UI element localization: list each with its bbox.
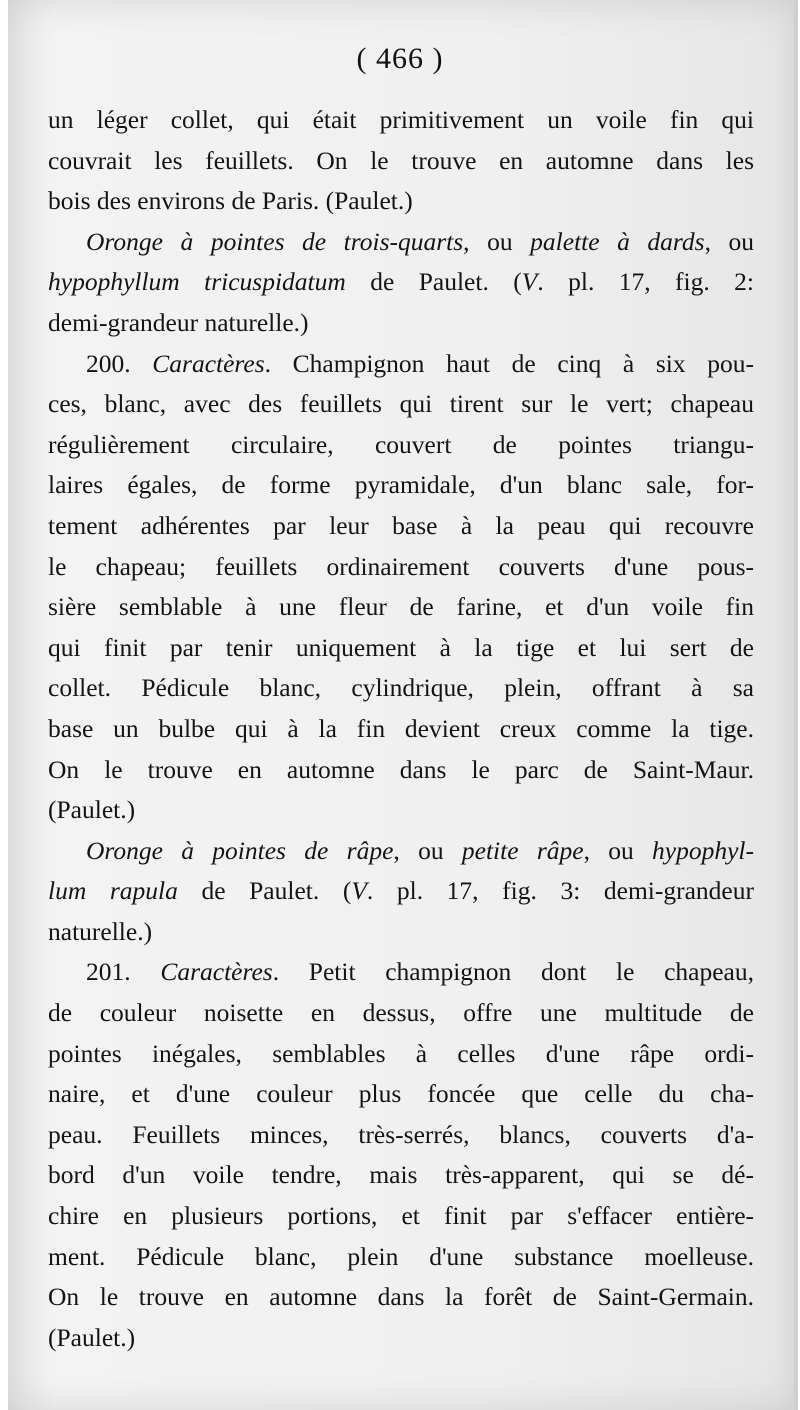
italic-text: palette à dards: [530, 226, 705, 256]
roman-text: (Paulet.): [48, 1322, 136, 1352]
text-line: [48, 952, 754, 993]
text-line: [48, 1115, 754, 1156]
roman-text: de Paulet. (: [177, 876, 352, 906]
text-line: [48, 181, 754, 222]
page-number: ( 466 ): [356, 42, 444, 75]
text-line: [48, 912, 754, 953]
text-line: [48, 1034, 754, 1075]
italic-text: Caractères: [160, 957, 273, 987]
body-text: [48, 100, 754, 1358]
roman-text: chire en plusieurs portions, et finit par s'effacer entière-: [48, 1201, 754, 1231]
roman-text: ces, blanc, avec des feuillets qui tirent sur le vert; chapeau: [48, 389, 754, 419]
italic-text: hypophyllum tricuspidatum: [48, 267, 346, 297]
text-line: [48, 425, 754, 466]
roman-text: de Paulet. (: [345, 267, 522, 297]
text-line: [48, 547, 754, 588]
roman-text: qui finit par tenir uniquement à la tige et lui sert de: [48, 632, 754, 662]
roman-text: On le trouve en automne dans la forêt de Saint-Germain.: [48, 1282, 754, 1312]
roman-text: . pl. 17, fig. 2:: [537, 267, 754, 297]
roman-text: , ou: [583, 835, 653, 865]
roman-text: pointes inégales, semblables à celles d'une râpe ordi-: [48, 1038, 754, 1068]
roman-text: , ou: [704, 226, 755, 256]
roman-text: , ou: [463, 226, 531, 256]
roman-text: sière semblable à une fleur de farine, et d'un voile fin: [48, 592, 754, 622]
roman-text: bois des environs de Paris. (Paulet.): [48, 186, 413, 216]
text-line: [48, 1237, 754, 1278]
text-line: [48, 141, 754, 182]
italic-text: V: [351, 876, 367, 906]
roman-text: de couleur noisette en dessus, offre une multitude de: [48, 998, 754, 1028]
roman-text: un léger collet, qui était primitivement un voile fin qui: [48, 105, 754, 134]
page-edge: [794, 0, 798, 1410]
text-line: [48, 100, 754, 141]
text-line: [48, 1196, 754, 1237]
italic-text: lum rapula: [48, 876, 178, 906]
text-line: [48, 871, 754, 912]
roman-text: collet. Pédicule blanc, cylindrique, plein, offrant à sa: [48, 673, 754, 703]
italic-text: Oronge à pointes de râpe: [86, 835, 394, 865]
text-line: [48, 709, 754, 750]
text-line: [48, 1074, 754, 1115]
roman-text: demi-grandeur naturelle.): [48, 307, 309, 337]
text-line: [48, 1277, 754, 1318]
roman-text: 200.: [86, 348, 153, 378]
text-line: [48, 1318, 754, 1359]
roman-text: , ou: [393, 835, 462, 865]
italic-text: Oronge à pointes de trois-quarts: [86, 226, 464, 256]
roman-text: peau. Feuillets minces, très-serrés, blancs, couverts d'a-: [48, 1119, 754, 1149]
italic-text: hypophyl-: [652, 835, 755, 865]
roman-text: ment. Pédicule blanc, plein d'une substance moelleuse.: [48, 1241, 754, 1271]
italic-text: petite râpe: [461, 835, 584, 865]
roman-text: naturelle.): [48, 916, 153, 946]
text-line: [48, 790, 754, 831]
text-line: [48, 587, 754, 628]
text-line: [48, 262, 754, 303]
roman-text: laires égales, de forme pyramidale, d'un blanc sale, for-: [48, 470, 754, 500]
text-line: [48, 750, 754, 791]
roman-text: . Champignon haut de cinq à six pou-: [264, 348, 754, 378]
text-line: [48, 628, 754, 669]
roman-text: bord d'un voile tendre, mais très-apparent, qui se dé-: [48, 1160, 754, 1190]
roman-text: base un bulbe qui à la fin devient creux comme la tige.: [48, 713, 754, 743]
roman-text: régulièrement circulaire, couvert de pointes triangu-: [48, 429, 754, 459]
text-line: [48, 993, 754, 1034]
roman-text: . pl. 17, fig. 3: demi-grandeur: [366, 876, 754, 906]
roman-text: . Petit champignon dont le chapeau,: [272, 957, 754, 987]
text-line: [48, 1155, 754, 1196]
roman-text: (Paulet.): [48, 795, 136, 825]
roman-text: naire, et d'une couleur plus foncée que celle du cha-: [48, 1079, 754, 1109]
italic-text: V: [521, 267, 538, 297]
roman-text: 201.: [86, 957, 161, 987]
text-line: [48, 506, 754, 547]
text-line: [48, 222, 754, 263]
italic-text: Caractères: [152, 348, 265, 378]
text-line: [48, 465, 754, 506]
roman-text: tement adhérentes par leur base à la peau qui recouvre: [48, 510, 754, 540]
roman-text: couvrait les feuillets. On le trouve en automne dans les: [48, 145, 754, 175]
text-line: [48, 668, 754, 709]
text-line: [48, 344, 754, 385]
roman-text: On le trouve en automne dans le parc de Saint-Maur.: [48, 754, 754, 784]
text-line: [48, 303, 754, 344]
text-line: [48, 831, 754, 872]
text-line: [48, 384, 754, 425]
roman-text: le chapeau; feuillets ordinairement couverts d'une pous-: [48, 551, 754, 581]
